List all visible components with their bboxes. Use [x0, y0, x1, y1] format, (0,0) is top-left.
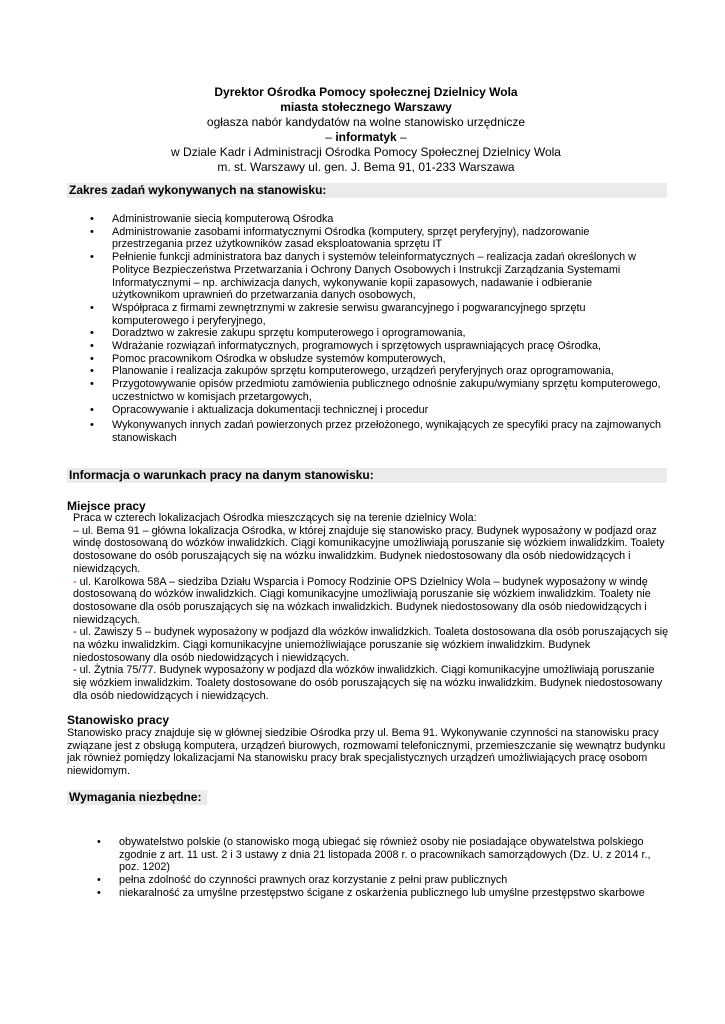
location-zawiszy: - ul. Zawiszy 5 – budynek wyposażony w podjazd dla wózków inwalidzkich. Toaleta dostosowana dla osób poruszających się na wózku inwalidzkim. Ciągi komunikacyjne uniemożliwiające poruszanie się wózkiem inwalidzkim. Budynek niedostosowany dla osób niedowidzących i niewidzących.	[73, 626, 669, 664]
list-item: • pełna zdolność do czynności prawnych oraz korzystanie z pełni praw publicznych	[97, 874, 662, 887]
section-conditions-title: Informacja o warunkach pracy na danym stanowisku:	[67, 468, 667, 483]
location-bema: – ul. Bema 91 – główna lokalizacja Ośrodka, w której znajduje się stanowisko pracy. Budynek wyposażony w podjazd oraz windę dostosowaną do wózków inwalidzkich. Ciągi komunikacyjne umożliwiają poruszanie się wózkiem inwalidzkim. Toalety dostosowane do osób poruszających się na wózku inwalidzkim. Budynek niedostosowany dla osób niedowidzących i niewidzących.	[73, 524, 665, 575]
list-item: • Wdrażanie rozwiązań informatycznych, programowych i sprzętowych usprawniających pracę Ośrodka,	[90, 340, 662, 353]
location-zytnia: - ul. Żytnia 75/77. Budynek wyposażony w podjazd dla wózków inwalidzkich. Ciągi komunikacyjne umożliwiają poruszanie się wózkiem inwalidzkim. Toalety dostosowane do osób poruszających się na wózku inwalidzkim. Budynek niedostosowany dla osób niedowidzących i niewidzących.	[73, 664, 663, 702]
workplace-intro: Praca w czterech lokalizacjach Ośrodka mieszczących się na terenie dzielnicy Wola:	[73, 512, 477, 524]
list-item: • niekaralność za umyślne przestępstwo ścigane z oskarżenia publicznego lub umyślne przestępstwo skarbowe	[97, 887, 662, 900]
workplace-heading: Miejsce pracy	[67, 499, 146, 513]
list-item: • Wykonywanych innych zadań powierzonych przez przełożonego, wynikających ze specyfiki pracy na zajmowanych stanowiskach	[90, 419, 662, 444]
list-item: • Opracowywanie i aktualizacja dokumentacji technicznej i procedur	[90, 404, 662, 417]
red-dash: -	[73, 575, 77, 588]
header-line-6: m. st. Warszawy ul. gen. J. Bema 91, 01-233 Warszawa	[217, 160, 515, 174]
header-line-4-prefix: –	[325, 130, 336, 144]
section-tasks-title: Zakres zadań wykonywanych na stanowisku:	[67, 183, 667, 198]
header-line-4-suffix: –	[396, 130, 407, 144]
list-item: • Pełnienie funkcji administratora baz danych i systemów teleinformatycznych – realizacja zadań określonych w Polityce Bezpieczeństwa Przetwarzania i Ochrony Danych Osobowych i Instrukcji Zarządzania Systemami Informatycznymi – np. archiwizacja danych, wykonywanie kopii zapasowych, nadawanie i odbieranie użytkownikom uprawnień do przetwarzania danych osobowych,	[90, 251, 662, 302]
header-line-3: ogłasza nabór kandydatów na wolne stanowisko urzędnicze	[206, 115, 526, 129]
requirements-list	[97, 836, 662, 900]
list-item: • Administrowanie siecią komputerową Ośrodka	[90, 213, 662, 226]
tasks-list	[90, 213, 662, 445]
list-item: • Planowanie i realizacja zakupów sprzętu komputerowego, urządzeń peryferyjnych oraz oprogramowania,	[90, 365, 662, 378]
header-line-2: miasta stołecznego Warszawy	[280, 100, 452, 114]
list-item: • Doradztwo w zakresie zakupu sprzętu komputerowego i oprogramowania,	[90, 327, 662, 340]
section-requirements-title: Wymagania niezbędne:	[67, 790, 207, 805]
header-line-5: w Dziale Kadr i Administracji Ośrodka Pomocy Społecznej Dzielnicy Wola	[171, 145, 561, 159]
position-name: informatyk	[335, 130, 397, 144]
location-karolkowa	[73, 576, 669, 627]
position-description: Stanowisko pracy znajduje się w głównej siedzibie Ośrodka przy ul. Bema 91. Wykonywanie czynności na stanowisku pracy związane jest z obsługą komputera, urządzeń biurowych, rozmowami telefonicznymi, przemieszczanie się wewnątrz budynku jak również pomiędzy lokalizacjami Na stanowisku pracy brak specjalistycznych urządzeń umożliwiających pracę osobom niewidomym.	[67, 727, 666, 778]
header-line-1: Dyrektor Ośrodka Pomocy społecznej Dzielnicy Wola	[214, 85, 518, 99]
list-item: • Pomoc pracownikom Ośrodka w obsłudze systemów komputerowych,	[90, 353, 662, 366]
list-item: • Administrowanie zasobami informatycznymi Ośrodka (komputery, sprzęt peryferyjny), nadzorowanie przestrzegania przez użytkowników zasad eksploatowania sprzętu IT	[90, 226, 662, 251]
list-item: • obywatelstwo polskie (o stanowisko mogą ubiegać się również osoby nie posiadające obywatelstwa polskiego zgodnie z art. 11 ust. 2 i 3 ustawy z dnia 21 listopada 2008 r. o pracownikach samorządowych (Dz. U. z 2014 r., poz. 1202)	[97, 836, 662, 874]
announcement-header	[60, 85, 672, 175]
header-line-4	[60, 130, 672, 145]
position-heading: Stanowisko pracy	[67, 713, 170, 727]
location-karolkowa-text: ul. Karolkowa 58A – siedziba Działu Wsparcia i Pomocy Rodzinie OPS Dzielnicy Wola – budynek wyposażony w windę dostosowaną do wózków inwalidzkich. Ciągi komunikacyjne umożliwiają poruszanie się wózkiem inwalidzkim. Toalety nie dostosowane dla osób poruszających się na wózkach inwalidzkich. Budynek niedostosowany dla osób niedowidzących i niewidzących.	[73, 575, 651, 626]
workplace-description	[73, 512, 669, 703]
list-item: • Współpraca z firmami zewnętrznymi w zakresie serwisu gwarancyjnego i pogwarancyjnego sprzętu komputerowego i peryferyjnego,	[90, 302, 662, 327]
list-item: • Przygotowywanie opisów przedmiotu zamówienia publicznego odnośnie zakupu/wymiany sprzętu komputerowego, uczestnictwo w komisjach przetargowych,	[90, 378, 662, 403]
